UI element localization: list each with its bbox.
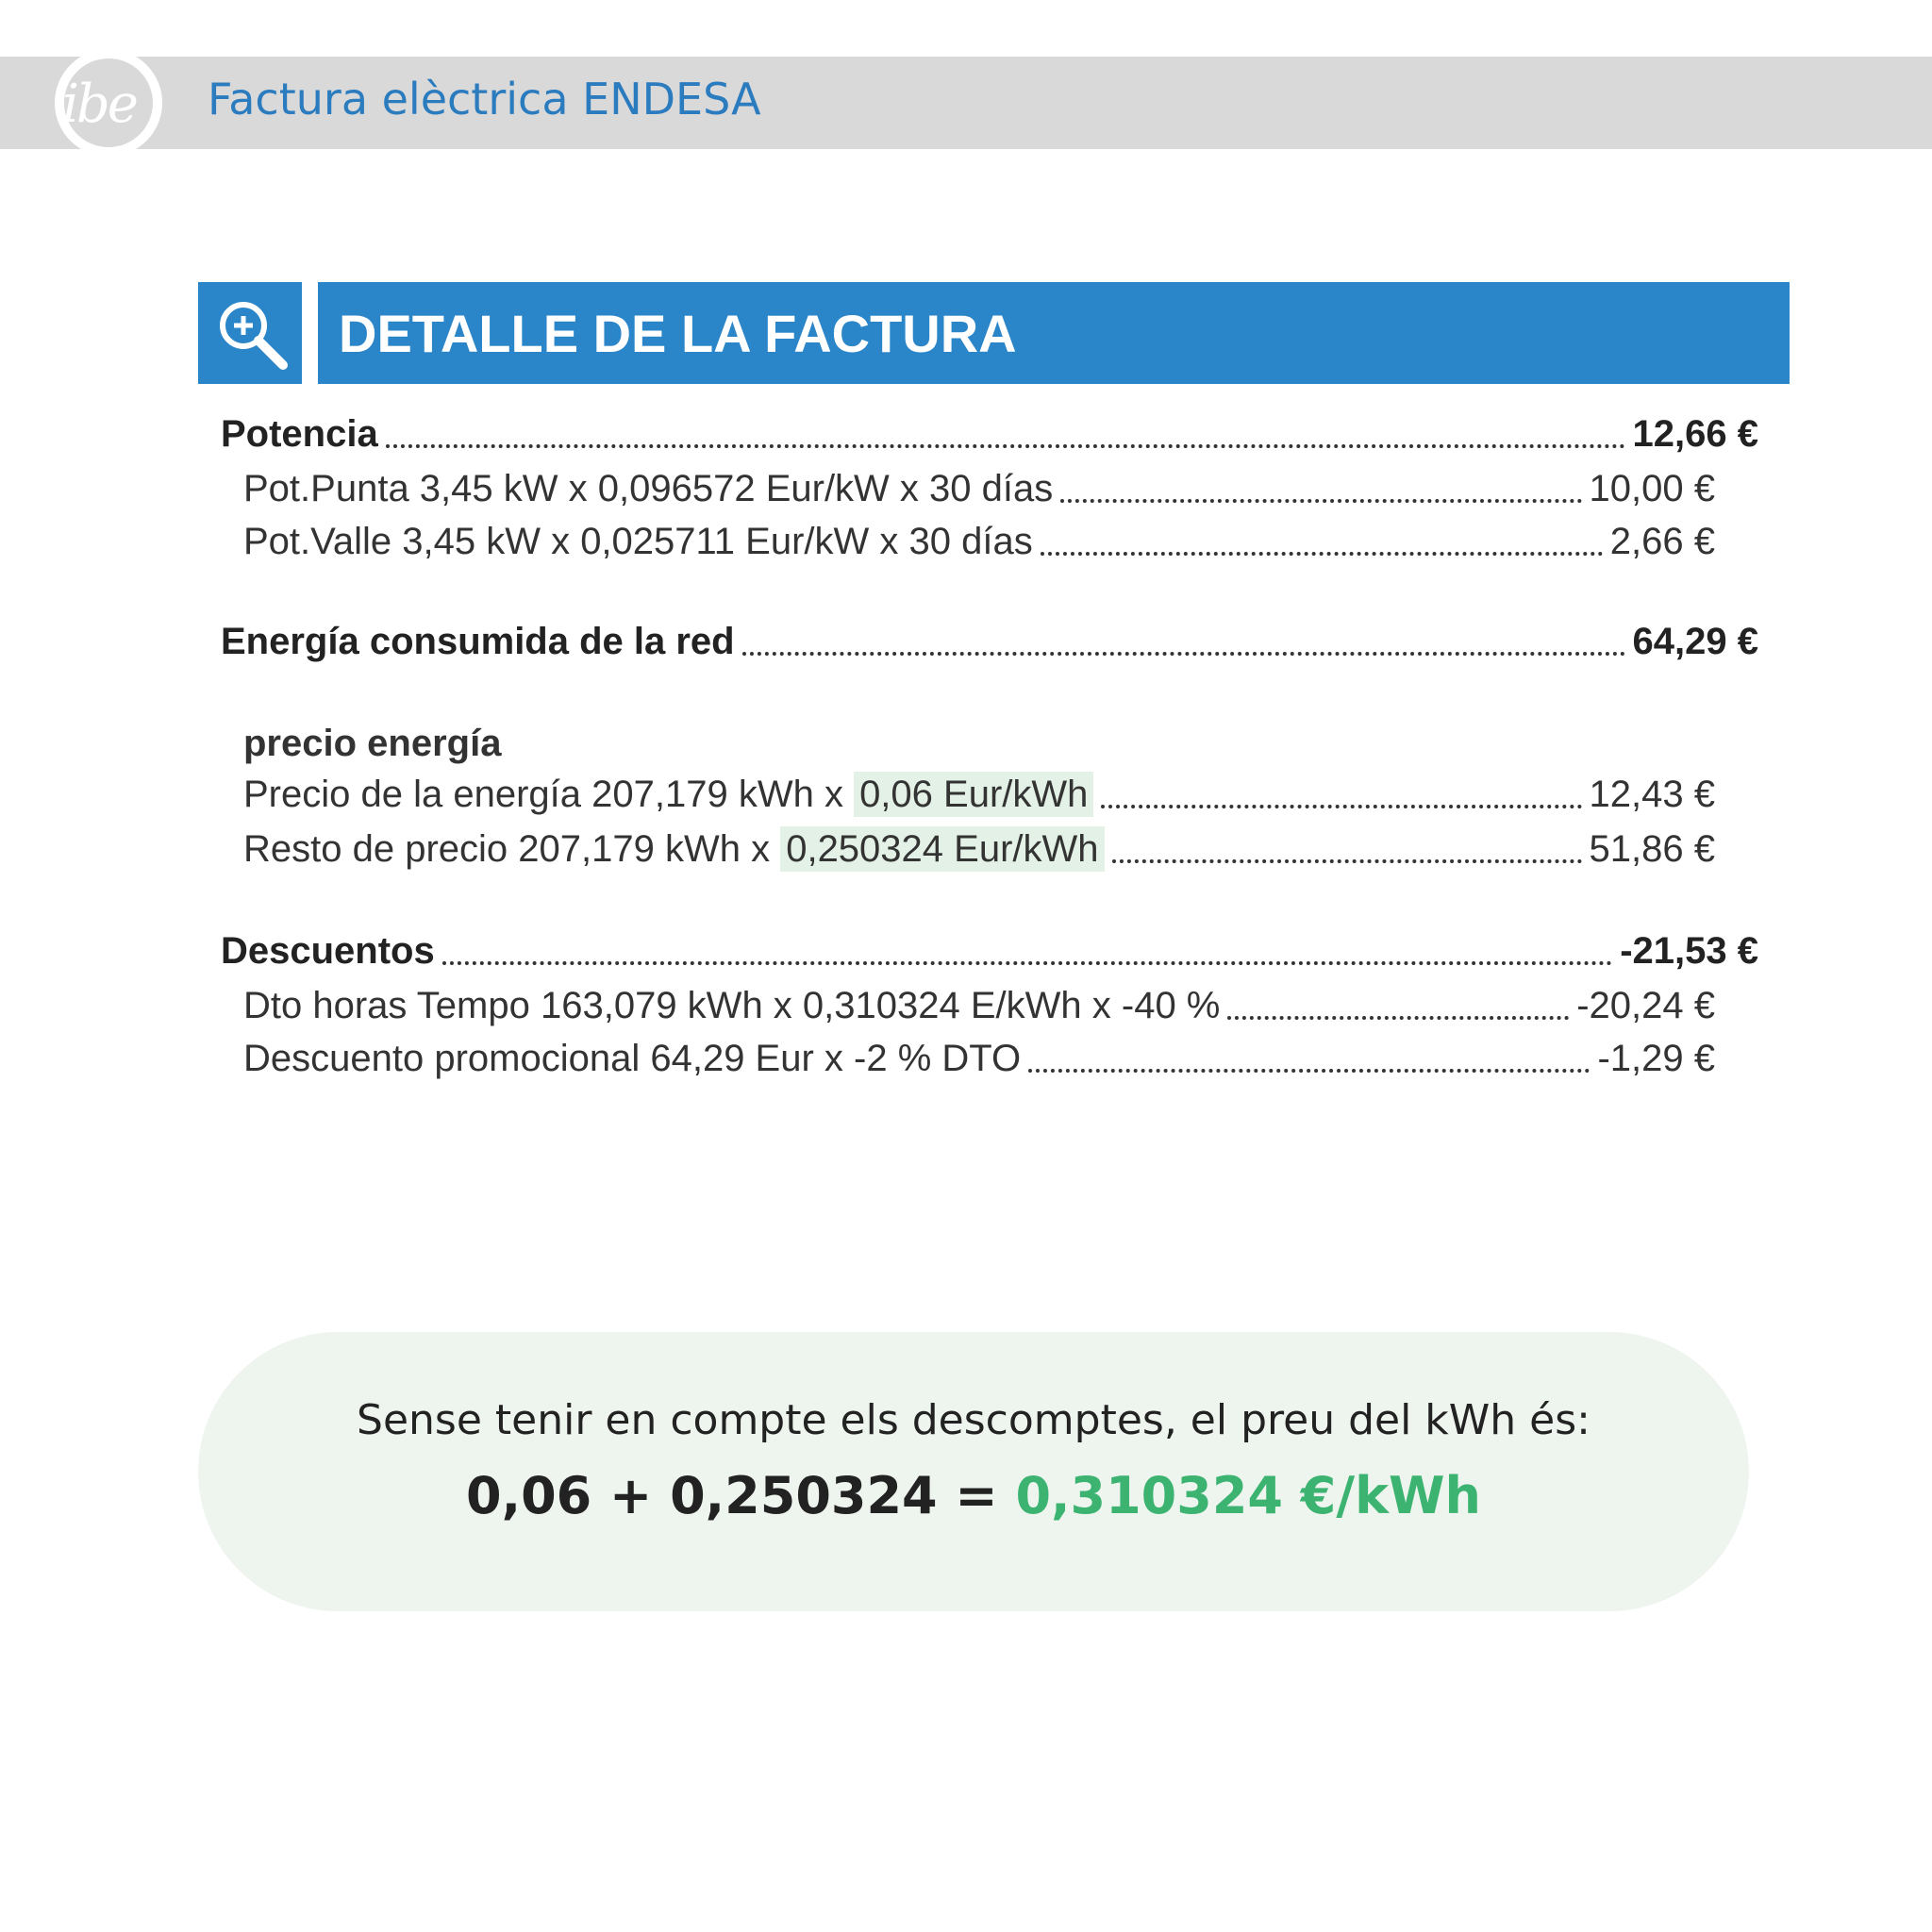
descuentos-amount: -21,53 € — [1620, 930, 1758, 972]
precio-energia-prefix: Precio de la energía 207,179 kWh x — [243, 774, 855, 815]
dotted-leader — [442, 961, 1612, 965]
magnifier-plus-icon — [198, 282, 302, 384]
resto-precio-row — [243, 828, 1715, 871]
dotted-leader — [1041, 552, 1603, 556]
page-title: Factura elèctrica ENDESA — [208, 74, 761, 125]
energia-row — [221, 621, 1758, 663]
energia-label: Energía consumida de la red — [221, 621, 735, 662]
resto-precio-prefix: Resto de precio 207,179 kWh x — [243, 828, 781, 870]
potencia-punta-row — [243, 468, 1715, 510]
potencia-valle-amount: 2,66 € — [1609, 521, 1715, 562]
dto-tempo-label: Dto horas Tempo 163,079 kWh x 0,310324 E/kWh x -40 % — [243, 985, 1221, 1026]
precio-energia-heading: precio energía — [243, 723, 502, 764]
summary-text: Sense tenir en compte els descomptes, el preu del kWh és: — [357, 1396, 1591, 1444]
resto-precio-amount: 51,86 € — [1589, 828, 1715, 870]
dto-promo-label: Descuento promocional 64,29 Eur x -2 % DTO — [243, 1038, 1022, 1079]
energia-amount: 64,29 € — [1632, 621, 1758, 662]
dotted-leader — [1101, 805, 1581, 808]
potencia-valle-label: Pot.Valle 3,45 kW x 0,025711 Eur/kW x 30 días — [243, 521, 1033, 562]
dotted-leader — [1112, 859, 1582, 863]
resto-precio-label — [243, 828, 1105, 871]
descuentos-label: Descuentos — [221, 930, 435, 972]
precio-energia-amount: 12,43 € — [1589, 774, 1715, 815]
logo-text: ibe — [62, 74, 136, 135]
summary-formula-line — [198, 1466, 1749, 1525]
dotted-leader — [1227, 1016, 1569, 1020]
summary-formula: 0,06 + 0,250324 = — [466, 1466, 1016, 1525]
potencia-row — [221, 413, 1758, 456]
potencia-punta-amount: 10,00 € — [1589, 468, 1715, 509]
dotted-leader — [742, 652, 1625, 656]
dto-promo-row — [243, 1038, 1715, 1080]
dto-tempo-amount: -20,24 € — [1576, 985, 1715, 1026]
summary-result: 0,310324 €/kWh — [1015, 1466, 1481, 1525]
precio-energia-label — [243, 774, 1093, 816]
potencia-amount: 12,66 € — [1632, 413, 1758, 455]
potencia-label: Potencia — [221, 413, 378, 455]
highlighted-price: 0,250324 Eur/kWh — [780, 826, 1104, 872]
descuentos-row — [221, 930, 1758, 973]
potencia-valle-row — [243, 521, 1715, 563]
dotted-leader — [1028, 1069, 1590, 1073]
precio-energia-row — [243, 774, 1715, 816]
highlighted-price: 0,06 Eur/kWh — [854, 772, 1093, 817]
dotted-leader — [386, 444, 1625, 448]
dotted-leader — [1060, 499, 1581, 503]
dto-tempo-row — [243, 985, 1715, 1027]
potencia-punta-label: Pot.Punta 3,45 kW x 0,096572 Eur/kW x 30 días — [243, 468, 1054, 509]
detail-title-band — [318, 282, 1790, 384]
zoom-in-icon-box — [198, 282, 302, 384]
dto-promo-amount: -1,29 € — [1597, 1038, 1715, 1079]
detail-title: DETALLE DE LA FACTURA — [339, 304, 1017, 363]
summary-pill — [198, 1332, 1749, 1611]
